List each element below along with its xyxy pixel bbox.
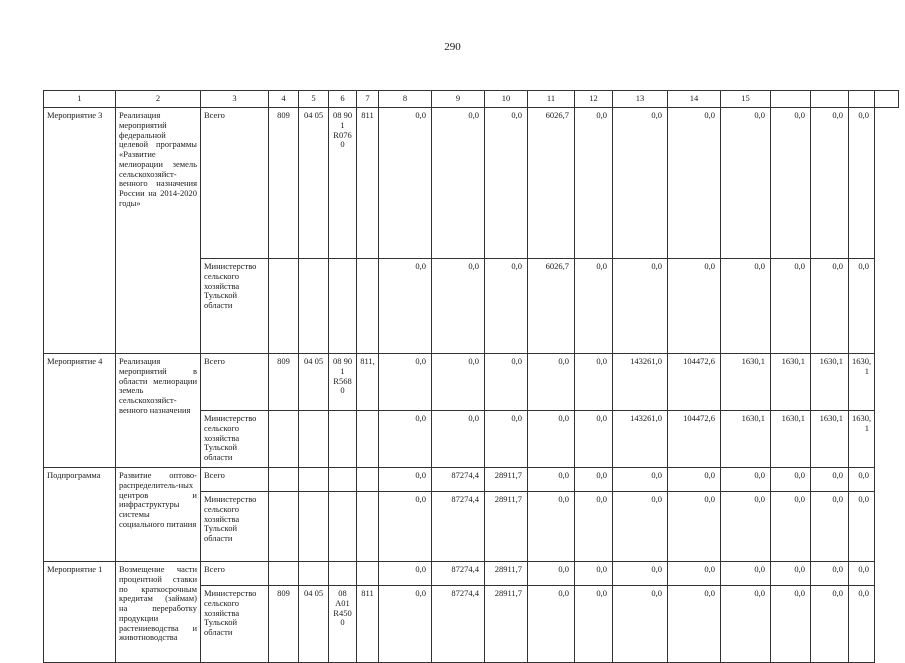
rzpr-cell: 04 05 xyxy=(299,586,329,663)
value-cell: 0,0 xyxy=(811,468,849,492)
csr-cell: 08 90 1 R076 0 xyxy=(329,108,357,259)
rzpr-cell xyxy=(299,259,329,354)
column-header xyxy=(771,91,811,108)
value-cell: 0,0 xyxy=(528,492,575,562)
value-cell: 0,0 xyxy=(668,468,721,492)
rzpr-cell xyxy=(299,562,329,586)
value-cell: 0,0 xyxy=(771,259,811,354)
column-header: 3 xyxy=(201,91,269,108)
value-cell: 0,0 xyxy=(771,562,811,586)
value-cell: 1630,1 xyxy=(771,411,811,468)
value-cell: 0,0 xyxy=(528,468,575,492)
row-name: Развитие оптово-распределитель-ных центров и инфраструктуры системы социального питания xyxy=(116,468,201,562)
value-cell: 0,0 xyxy=(485,259,528,354)
column-header xyxy=(875,91,899,108)
grbs-cell xyxy=(269,562,299,586)
rzpr-cell xyxy=(299,492,329,562)
row-type: Мероприятие 4 xyxy=(44,354,116,468)
value-cell: 0,0 xyxy=(771,492,811,562)
value-cell: 87274,4 xyxy=(432,468,485,492)
value-cell: 0,0 xyxy=(771,468,811,492)
value-cell: 104472,6 xyxy=(668,411,721,468)
value-cell: 0,0 xyxy=(849,586,875,663)
value-cell: 0,0 xyxy=(613,108,668,259)
value-cell: 0,0 xyxy=(721,586,771,663)
value-cell: 0,0 xyxy=(668,259,721,354)
column-header: 11 xyxy=(528,91,575,108)
grbs-cell xyxy=(269,468,299,492)
vr-cell: 811, xyxy=(357,354,379,411)
value-cell: 0,0 xyxy=(811,108,849,259)
csr-cell xyxy=(329,259,357,354)
value-cell: 0,0 xyxy=(849,108,875,259)
vr-cell: 811 xyxy=(357,108,379,259)
value-cell: 0,0 xyxy=(771,108,811,259)
value-cell: 0,0 xyxy=(721,468,771,492)
row-type: Мероприятие 1 xyxy=(44,562,116,663)
value-cell: 0,0 xyxy=(485,411,528,468)
value-cell: 28911,7 xyxy=(485,586,528,663)
rzpr-cell: 04 05 xyxy=(299,354,329,411)
column-header xyxy=(811,91,849,108)
value-cell: 0,0 xyxy=(432,259,485,354)
budget-table xyxy=(43,90,899,663)
value-cell: 0,0 xyxy=(528,586,575,663)
value-cell: 0,0 xyxy=(485,354,528,411)
vr-cell: 811 xyxy=(357,586,379,663)
value-cell: 0,0 xyxy=(528,354,575,411)
value-cell: 0,0 xyxy=(849,562,875,586)
value-cell: 87274,4 xyxy=(432,492,485,562)
value-cell: 0,0 xyxy=(485,108,528,259)
value-cell: 1630,1 xyxy=(721,411,771,468)
value-cell: 1630,1 xyxy=(721,354,771,411)
vr-cell xyxy=(357,562,379,586)
value-cell: 1630, 1 xyxy=(849,354,875,411)
value-cell: 0,0 xyxy=(668,108,721,259)
executor-cell: Всего xyxy=(201,562,269,586)
column-header: 14 xyxy=(668,91,721,108)
value-cell: 0,0 xyxy=(811,492,849,562)
value-cell: 87274,4 xyxy=(432,562,485,586)
column-header: 4 xyxy=(269,91,299,108)
page-number: 290 xyxy=(444,41,461,53)
value-cell: 0,0 xyxy=(613,586,668,663)
value-cell: 0,0 xyxy=(668,562,721,586)
value-cell: 0,0 xyxy=(613,259,668,354)
value-cell: 0,0 xyxy=(811,586,849,663)
value-cell: 0,0 xyxy=(668,492,721,562)
value-cell: 0,0 xyxy=(721,562,771,586)
column-header: 13 xyxy=(613,91,668,108)
value-cell: 0,0 xyxy=(721,492,771,562)
value-cell: 0,0 xyxy=(379,468,432,492)
value-cell: 0,0 xyxy=(811,259,849,354)
executor-cell: Министерство сельского хозяйства Тульской области xyxy=(201,411,269,468)
value-cell: 143261,0 xyxy=(613,354,668,411)
row-type: Мероприятие 3 xyxy=(44,108,116,354)
value-cell: 0,0 xyxy=(432,354,485,411)
value-cell: 0,0 xyxy=(849,259,875,354)
value-cell: 0,0 xyxy=(379,354,432,411)
grbs-cell: 809 xyxy=(269,354,299,411)
csr-cell xyxy=(329,492,357,562)
value-cell: 0,0 xyxy=(668,586,721,663)
csr-cell xyxy=(329,411,357,468)
csr-cell xyxy=(329,468,357,492)
vr-cell xyxy=(357,259,379,354)
column-header: 2 xyxy=(116,91,201,108)
value-cell: 0,0 xyxy=(432,108,485,259)
column-header: 5 xyxy=(299,91,329,108)
table-row xyxy=(44,108,899,259)
value-cell: 0,0 xyxy=(849,492,875,562)
value-cell: 0,0 xyxy=(528,411,575,468)
value-cell: 1630,1 xyxy=(771,354,811,411)
vr-cell xyxy=(357,411,379,468)
value-cell: 0,0 xyxy=(575,468,613,492)
value-cell: 0,0 xyxy=(379,108,432,259)
row-name: Реализация мероприятий в области мелиорации земель сельскохозяйст-венного назначения xyxy=(116,354,201,468)
executor-cell: Министерство сельского хозяйства Тульской области xyxy=(201,492,269,562)
csr-cell: 08 90 1 R568 0 xyxy=(329,354,357,411)
value-cell: 0,0 xyxy=(575,259,613,354)
grbs-cell: 809 xyxy=(269,108,299,259)
column-header: 12 xyxy=(575,91,613,108)
row-type: Подпрограмма xyxy=(44,468,116,562)
value-cell: 0,0 xyxy=(575,586,613,663)
value-cell: 0,0 xyxy=(575,411,613,468)
grbs-cell xyxy=(269,259,299,354)
value-cell: 0,0 xyxy=(771,586,811,663)
value-cell: 0,0 xyxy=(613,562,668,586)
column-header: 10 xyxy=(485,91,528,108)
value-cell: 0,0 xyxy=(849,468,875,492)
column-header: 1 xyxy=(44,91,116,108)
executor-cell: Министерство сельского хозяйства Тульской области xyxy=(201,259,269,354)
value-cell: 0,0 xyxy=(613,492,668,562)
vr-cell xyxy=(357,492,379,562)
rzpr-cell xyxy=(299,411,329,468)
row-name: Реализация мероприятий федеральной целевой программы «Развитие мелиорации земель сельскохозяйст-венного назначения России на 2014-2020 годы» xyxy=(116,108,201,354)
table-row xyxy=(44,354,899,411)
value-cell: 1630,1 xyxy=(811,411,849,468)
grbs-cell: 809 xyxy=(269,586,299,663)
executor-cell: Всего xyxy=(201,354,269,411)
csr-cell xyxy=(329,562,357,586)
column-header: 9 xyxy=(432,91,485,108)
value-cell: 0,0 xyxy=(379,562,432,586)
value-cell: 6026,7 xyxy=(528,259,575,354)
value-cell: 0,0 xyxy=(613,468,668,492)
value-cell: 0,0 xyxy=(379,259,432,354)
value-cell: 0,0 xyxy=(379,492,432,562)
row-name: Возмещение части процентной ставки по краткосрочным кредитам (займам) на переработку продукции растениеводства и животноводства xyxy=(116,562,201,663)
value-cell: 0,0 xyxy=(528,562,575,586)
value-cell: 1630,1 xyxy=(811,354,849,411)
value-cell: 0,0 xyxy=(721,108,771,259)
vr-cell xyxy=(357,468,379,492)
value-cell: 0,0 xyxy=(379,411,432,468)
value-cell: 6026,7 xyxy=(528,108,575,259)
executor-cell: Всего xyxy=(201,468,269,492)
value-cell: 28911,7 xyxy=(485,562,528,586)
grbs-cell xyxy=(269,411,299,468)
column-header: 15 xyxy=(721,91,771,108)
value-cell: 104472,6 xyxy=(668,354,721,411)
rzpr-cell xyxy=(299,468,329,492)
column-header: 7 xyxy=(357,91,379,108)
value-cell: 28911,7 xyxy=(485,468,528,492)
executor-cell: Всего xyxy=(201,108,269,259)
csr-cell: 08 А01 R450 0 xyxy=(329,586,357,663)
value-cell: 28911,7 xyxy=(485,492,528,562)
executor-cell: Министерство сельского хозяйства Тульской области xyxy=(201,586,269,663)
value-cell: 0,0 xyxy=(432,411,485,468)
value-cell: 0,0 xyxy=(575,108,613,259)
column-header xyxy=(849,91,875,108)
value-cell: 0,0 xyxy=(575,354,613,411)
table-row xyxy=(44,562,899,586)
value-cell: 0,0 xyxy=(379,586,432,663)
value-cell: 87274,4 xyxy=(432,586,485,663)
column-header: 6 xyxy=(329,91,357,108)
table-header-row xyxy=(44,91,899,108)
value-cell: 143261,0 xyxy=(613,411,668,468)
column-header: 8 xyxy=(379,91,432,108)
value-cell: 0,0 xyxy=(721,259,771,354)
table-row xyxy=(44,468,899,492)
value-cell: 0,0 xyxy=(811,562,849,586)
grbs-cell xyxy=(269,492,299,562)
value-cell: 1630, 1 xyxy=(849,411,875,468)
value-cell: 0,0 xyxy=(575,562,613,586)
rzpr-cell: 04 05 xyxy=(299,108,329,259)
value-cell: 0,0 xyxy=(575,492,613,562)
